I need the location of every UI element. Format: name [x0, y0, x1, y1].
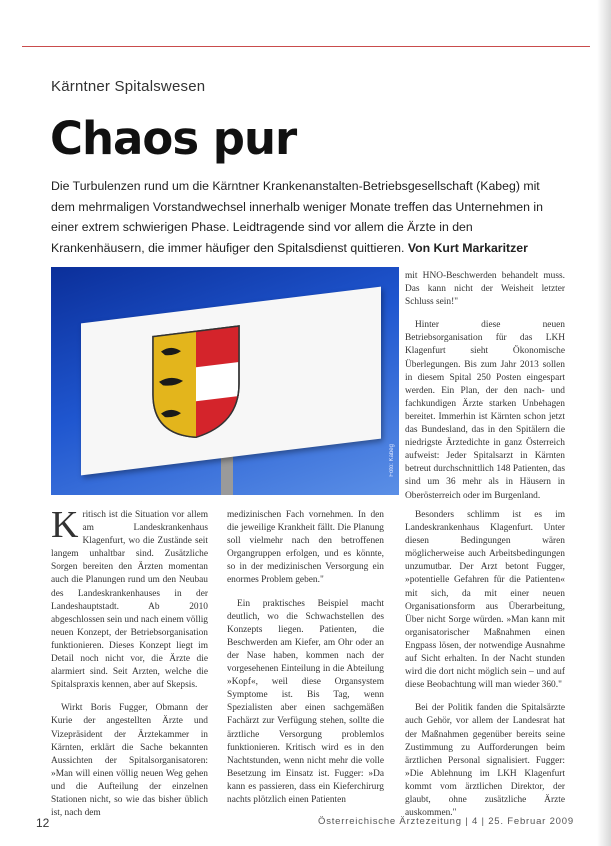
section-kicker: Kärntner Spitalswesen [51, 78, 206, 95]
paragraph: Bei der Politik fanden die Spitalsärzte auch Gehör, vor allem der Landesrat hat der Maßnahmen gegenüber bereits seine Zustimmung zu Aufforderungen beim ärztlichen Personal signalisiert. Fugger: »Die Ablehnung im LKH Klagenfurt kommt vom ärztlichen Direktor, der glaubt, ohne zusätzliche Ärzte auskommen." [405, 703, 565, 819]
road-sign [81, 287, 381, 476]
paragraph-text: ritisch ist die Situation vor allem am Landeskrankenhaus Klagenfurt, wo die Zustände seit langem unhaltbar sind. Zusätzliche Sorgen bereiten den Ärzten momentan auch die Planungen rund um den Neubau des Landeskrankenhauses in der Landeshauptstadt. Ab 2010 abgeschlossen sein und nach einem völlig neuen Konzept, der Betriebsorganisation funktionieren. Dieses Konzept liegt im Detail noch nicht vor, die Ärzte die alarmiert sind. Seit Arzten, welche die Spitalspraxis kennen, aber auf Skepsis. [51, 510, 208, 691]
text-column-3 [405, 509, 565, 830]
top-rule [22, 46, 590, 47]
text-column-right-top [405, 270, 565, 513]
photo-credit: Foto: Kabeg [389, 444, 395, 477]
paragraph: Ein praktisches Beispiel macht deutlich, wo die Schwachstellen des Konzepts liegen. Patienten, die Beschwerden am Kiefer, am Ohr oder an der Nase haben, kommen nach der vorgesehenen Einteilung in die Abteilung »Kopf«, weil diese Organsystem Symptome ist. Bis Tag, wenn Spezialisten aber einen sachgemäßen Fachärzt zur Verfügung stehen, sollte die ärztliche Versorgung problemlos funktionieren. Kritisch wird es in den Nachtstunden, wenn nicht mehr die volle Besetzung im Einsatz ist. Fugger: »Da kann es passieren, dass ein Kieferchirurg nachts plötzlich einen Patienten [227, 598, 384, 805]
paragraph: Wirkt Boris Fugger, Obmann der Kurie der angestellten Ärzte und Vizepräsident der Ärztekammer in Kärnten, erklärt die Sache bekannten Aussichten der Spitalsorganisatoren: »Man will einen völlig neuen Weg gehen und die Aufteilung der einzelnen Stationen nicht, so wie das bisher üblich ist, nach dem [51, 703, 208, 819]
paragraph: mit HNO-Beschwerden behandelt muss. Das kann nicht der Weisheit letzter Schluss sein!" [405, 271, 565, 308]
article-lead [51, 176, 566, 258]
publication-footer: Österreichische Ärztezeitung | 4 | 25. Februar 2009 [318, 816, 574, 827]
page-number: 12 [36, 816, 50, 830]
article-headline: Chaos pur [50, 112, 297, 165]
article-photo [51, 267, 399, 495]
text-column-2 [227, 509, 384, 817]
drop-cap: K [51, 504, 79, 546]
page-edge-shadow [597, 0, 611, 846]
lead-author: Von Kurt Markaritzer [407, 240, 528, 255]
carinthia-coat-of-arms-icon [151, 324, 241, 445]
paragraph: Besonders schlimm ist es im Landeskrankenhaus Klagenfurt. Unter diesen Bedingungen wären möglicherweise auch Arbeitsbedingungen unzumutbar. Der Arzt betont Fugger, »potentielle Gefahren für die Patienten« mit sich, da mit einer neuen Organisationsform aus Überarbeitung, Über nicht Sorge würden. »Man kann mit organisatorischer Maßnahmen einen Engpass lösen, der notwendige Ausnahme auf Sicht erhalten. In der Nacht stunden wird die dort nicht möglich sein – und auf diese Beobachtung will man wieder 360." [405, 510, 565, 691]
paragraph-first [51, 504, 208, 692]
lead-text: Die Turbulenzen rund um die Kärntner Krankenanstalten-Betriebsgesellschaft (Kabeg) mit dem mehrmaligen Vorstandwechsel innerhalb weniger Monate treffen das Unternehmen in einer extrem schwierigen Phase. Leidtragende sind vor allem die Ärzte in den Krankenhäusern, die immer häufiger den Spitalsdienst quittieren. [51, 179, 543, 255]
paragraph: medizinischen Fach vornehmen. In den die jeweilige Krankheit fällt. Die Planung soll vielmehr nach den betroffenen Organgruppen erfolgen, und es könnte, so in der medizinischen Versorgung ein enormes Problem geben." [227, 510, 384, 586]
text-column-1 [51, 504, 208, 830]
paragraph: Hinter diese neuen Betriebsorganisation für das LKH Klagenfurt sieht Ökonomische Überlegungen. Bis zum Jahr 2013 sollen in diesem Spital 250 Posten eingespart werden. Ein Plan, der den nach- und fachkundigen Ärzte starken Unbehagen bereitet. Immerhin ist Kärnten schon jetzt das Bundesland, das in den Spitälern die niedrigste Ärztedichte in ganz Österreich aufweist: Jeder Spitalsarzt in Kärnten betreut durchschnittlich 148 Patienten, das sind um 36 mehr als in Häusern in Oberösterreich oder im Burgenland. [405, 320, 565, 501]
